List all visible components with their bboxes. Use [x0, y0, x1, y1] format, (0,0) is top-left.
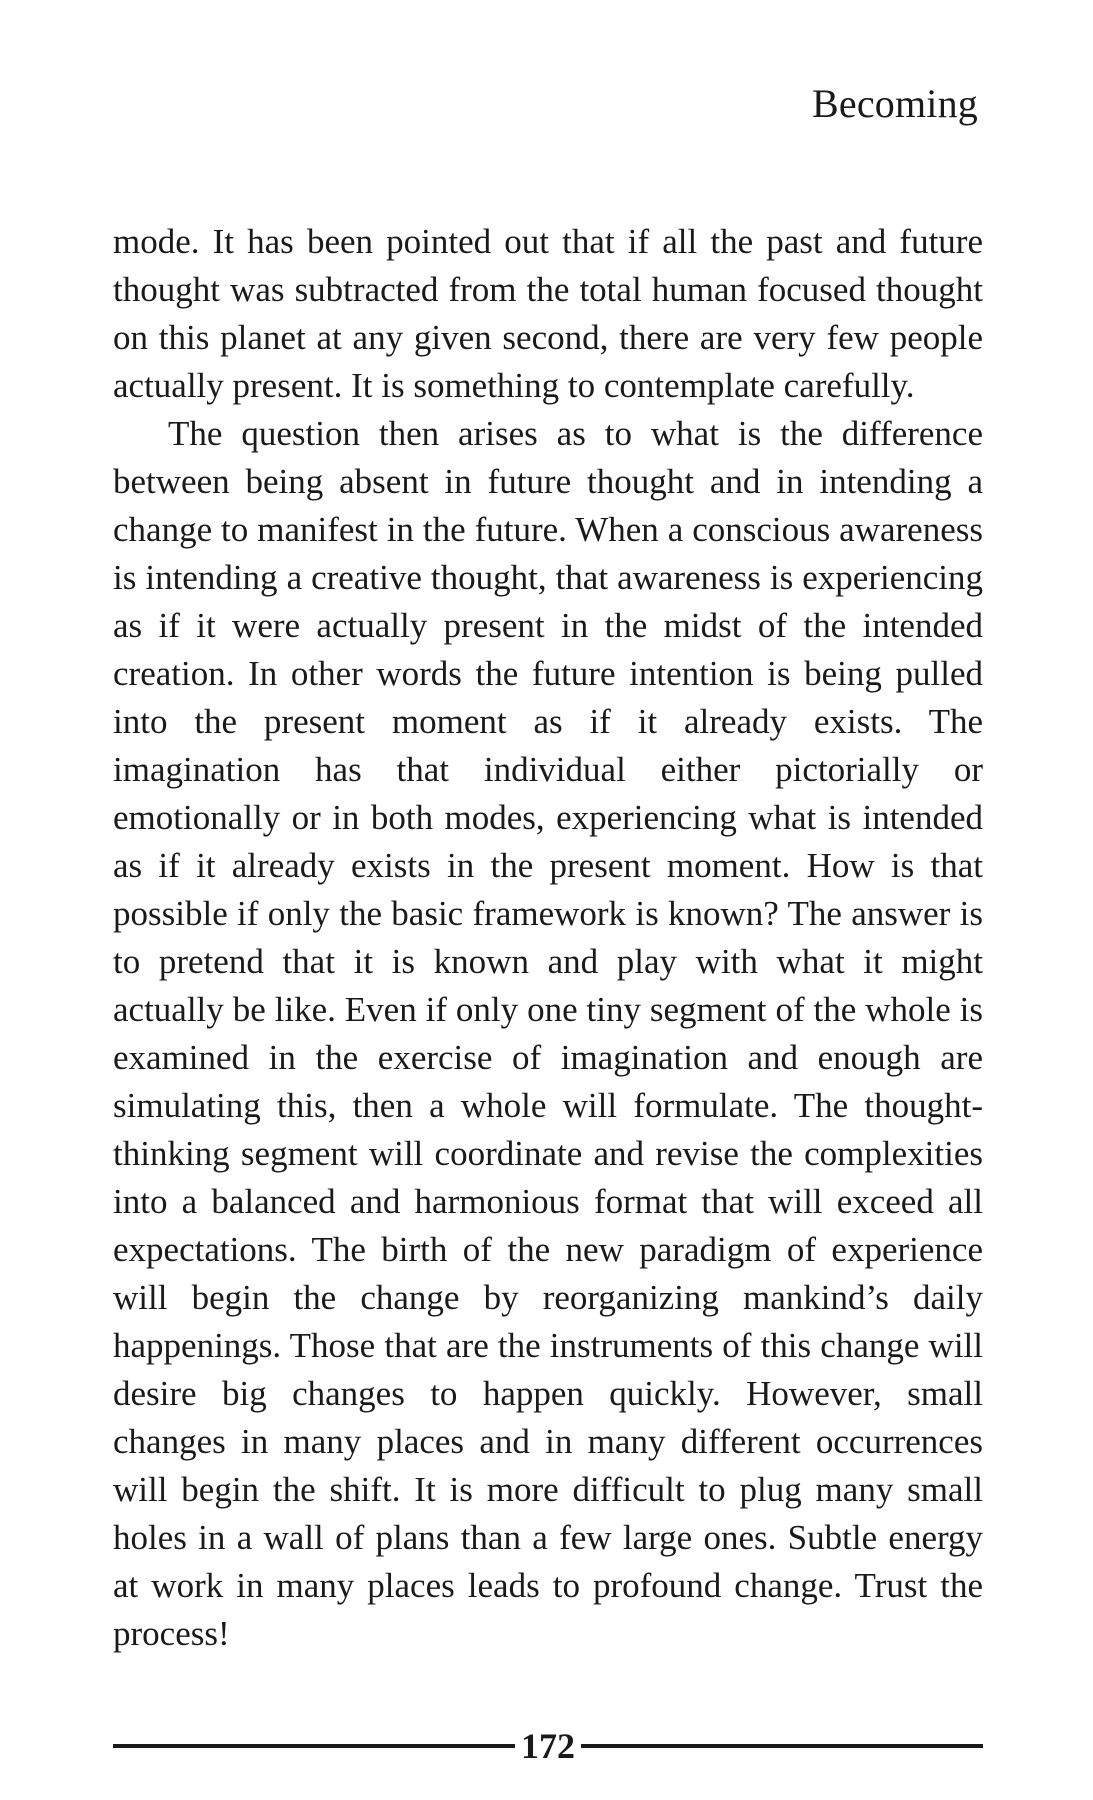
folio-rule-left	[113, 1744, 515, 1748]
folio	[113, 1722, 983, 1770]
paragraph-1: mode. It has been pointed out that if all the past and future thought was subtracted from the total human focused thought on this planet at any given second, there are very few people actually present. It is something to contemplate carefully.	[113, 222, 983, 405]
paragraph-2: The question then arises as to what is the difference between being absent in future thought and in intending a change to manifest in the future. When a conscious awareness is intending a creative thought, that awareness is experiencing as if it were actually present in the midst of the intended creation. In other words the future intention is being pulled into the present moment as if it already exists. The imagination has that individual either pictorially or emotionally or in both modes, experiencing what is intended as if it already exists in the present moment. How is that possible if only the basic framework is known? The answer is to pretend that it is known and play with what it might actually be like. Even if only one tiny segment of the whole is examined in the exercise of imagination and enough are simulating this, then a whole will formulate. The thought-thinking segment will coordinate and revise the complexities into a balanced and harmonious format that will exceed all expectations. The birth of the new paradigm of experience will begin the change by reorganizing mankind’s daily happenings. Those that are the instruments of this change will desire big changes to happen quickly. However, small changes in many places and in many different occurrences will begin the shift. It is more difficult to plug many small holes in a wall of plans than a few large ones. Subtle energy at work in many places leads to profound change. Trust the process!	[113, 414, 983, 1653]
folio-rule-right	[581, 1744, 983, 1748]
running-head: Becoming	[811, 81, 978, 126]
page-number: 172	[521, 1726, 575, 1766]
body-text	[113, 218, 983, 1658]
